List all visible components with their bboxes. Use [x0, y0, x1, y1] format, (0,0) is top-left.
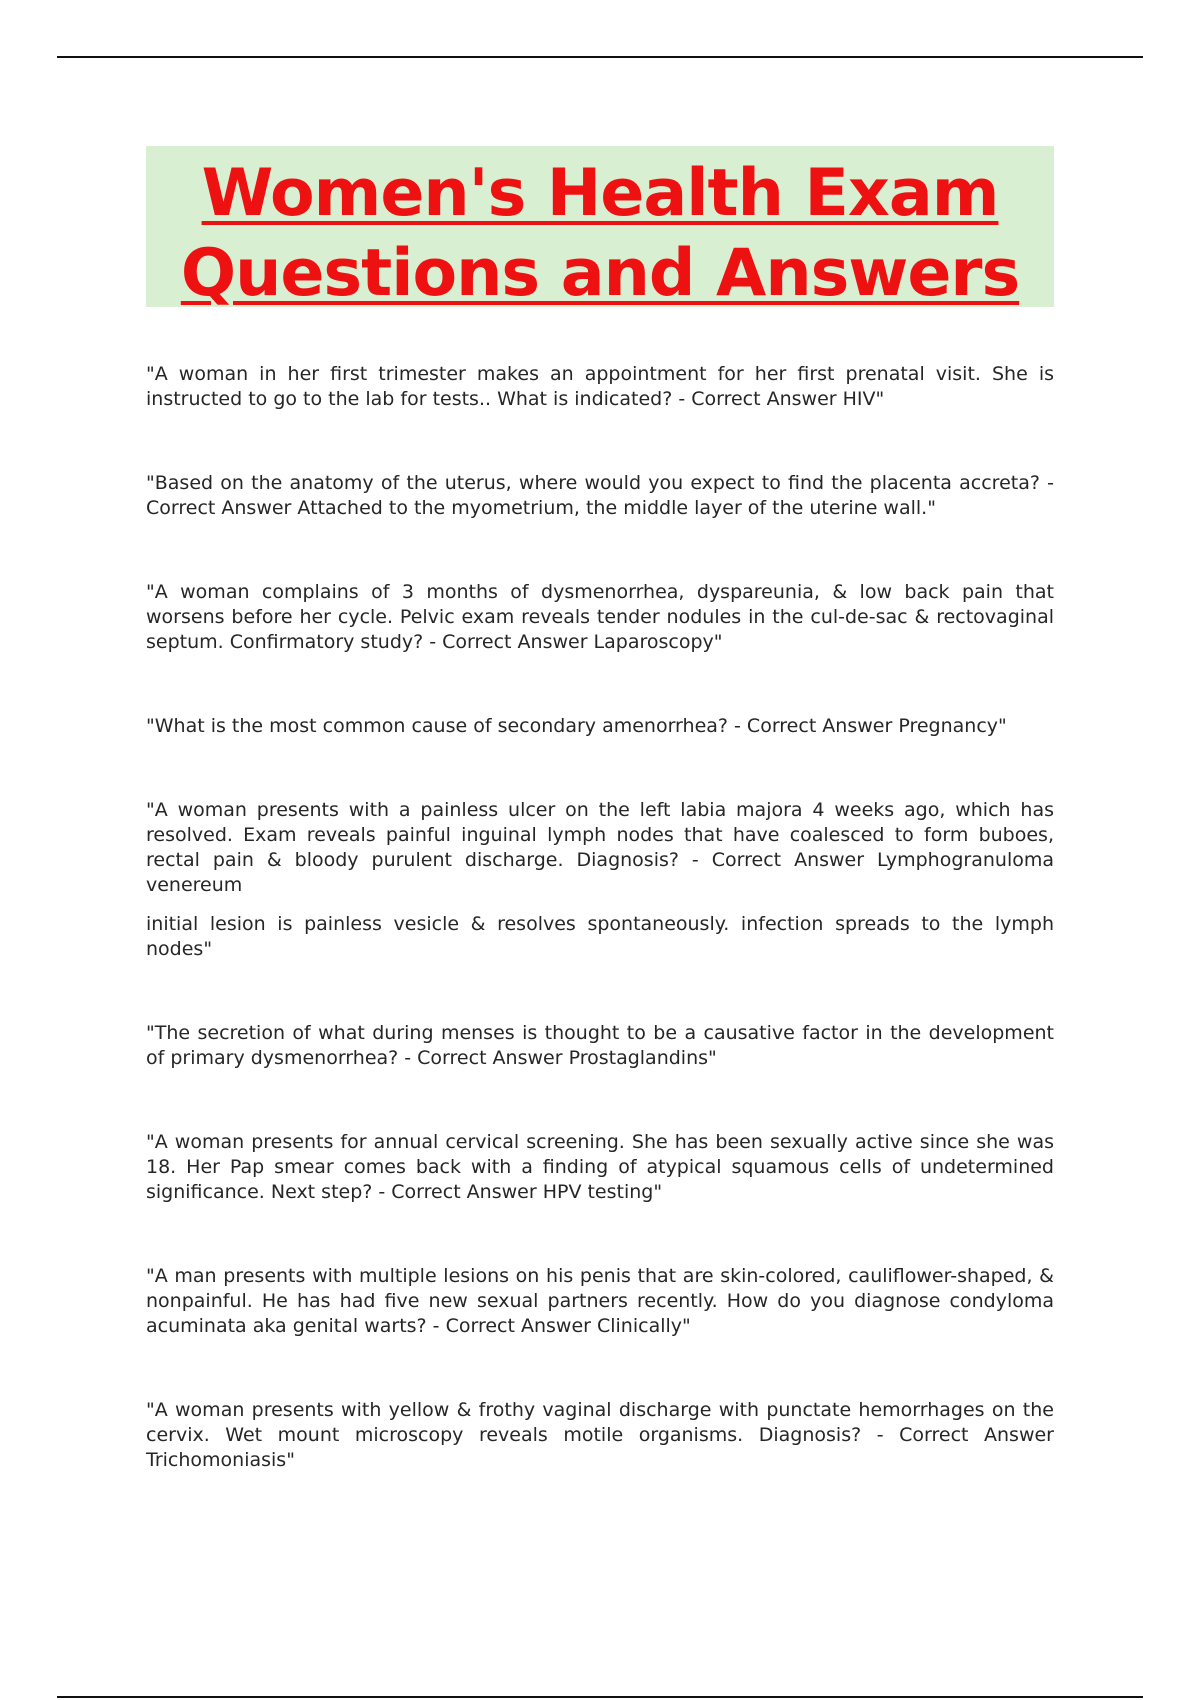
qa-item [146, 1130, 1054, 1205]
qa-item [146, 714, 1054, 739]
qa-text: "Based on the anatomy of the uterus, where would you expect to find the placenta accreta? - Correct Answer Attached to the myometrium, the middle layer of the uterine wall." [146, 472, 1054, 519]
qa-text: "A woman in her first trimester makes an appointment for her first prenatal visit. She is instructed to go to the lab for tests.. What is indicated? - Correct Answer HIV" [146, 363, 1054, 410]
bottom-divider [57, 1696, 1143, 1698]
qa-text: "A woman presents with a painless ulcer on the left labia majora 4 weeks ago, which has resolved. Exam reveals painful inguinal lymph nodes that have coalesced to form buboes, rectal pain & bloody purulent discharge. Diagnosis? - Correct Answer Lymphogranuloma venereum [146, 799, 1054, 896]
qa-text: "The secretion of what during menses is thought to be a causative factor in the development of primary dysmenorrhea? - Correct Answer Prostaglandins" [146, 1022, 1054, 1069]
qa-item [146, 362, 1054, 412]
qa-item [146, 580, 1054, 655]
qa-item [146, 1264, 1054, 1339]
qa-text: "A woman complains of 3 months of dysmenorrhea, dyspareunia, & low back pain that worsens before her cycle. Pelvic exam reveals tender nodules in the cul-de-sac & rectovaginal septum. Confirmatory study? - Correct Answer Laparoscopy" [146, 581, 1054, 653]
qa-text: "A woman presents for annual cervical screening. She has been sexually active since she was 18. Her Pap smear comes back with a finding of atypical squamous cells of undetermined significance. Next step? - Correct Answer HPV testing" [146, 1131, 1054, 1203]
document-title-line-1: Women's Health Exam [201, 156, 999, 231]
qa-text: "What is the most common cause of secondary amenorrhea? - Correct Answer Pregnancy" [146, 715, 1007, 737]
qa-list [146, 362, 1054, 1532]
qa-text-continuation: initial lesion is painless vesicle & resolves spontaneously. infection spreads to the lymph nodes" [146, 913, 1054, 960]
document-title-banner [146, 146, 1054, 311]
qa-text: "A woman presents with yellow & frothy vaginal discharge with punctate hemorrhages on the cervix. Wet mount microscopy reveals motile organisms. Diagnosis? - Correct Answer Trichomoniasis" [146, 1399, 1054, 1471]
qa-item [146, 471, 1054, 521]
qa-text: "A man presents with multiple lesions on his penis that are skin-colored, cauliflower-shaped, & nonpainful. He has had five new sexual partners recently. How do you diagnose condyloma acuminata aka genital warts? - Correct Answer Clinically" [146, 1265, 1054, 1337]
qa-item [146, 1398, 1054, 1473]
top-divider [57, 56, 1143, 58]
qa-item [146, 798, 1054, 962]
qa-item [146, 1021, 1054, 1071]
document-title-line-2: Questions and Answers [180, 236, 1020, 311]
